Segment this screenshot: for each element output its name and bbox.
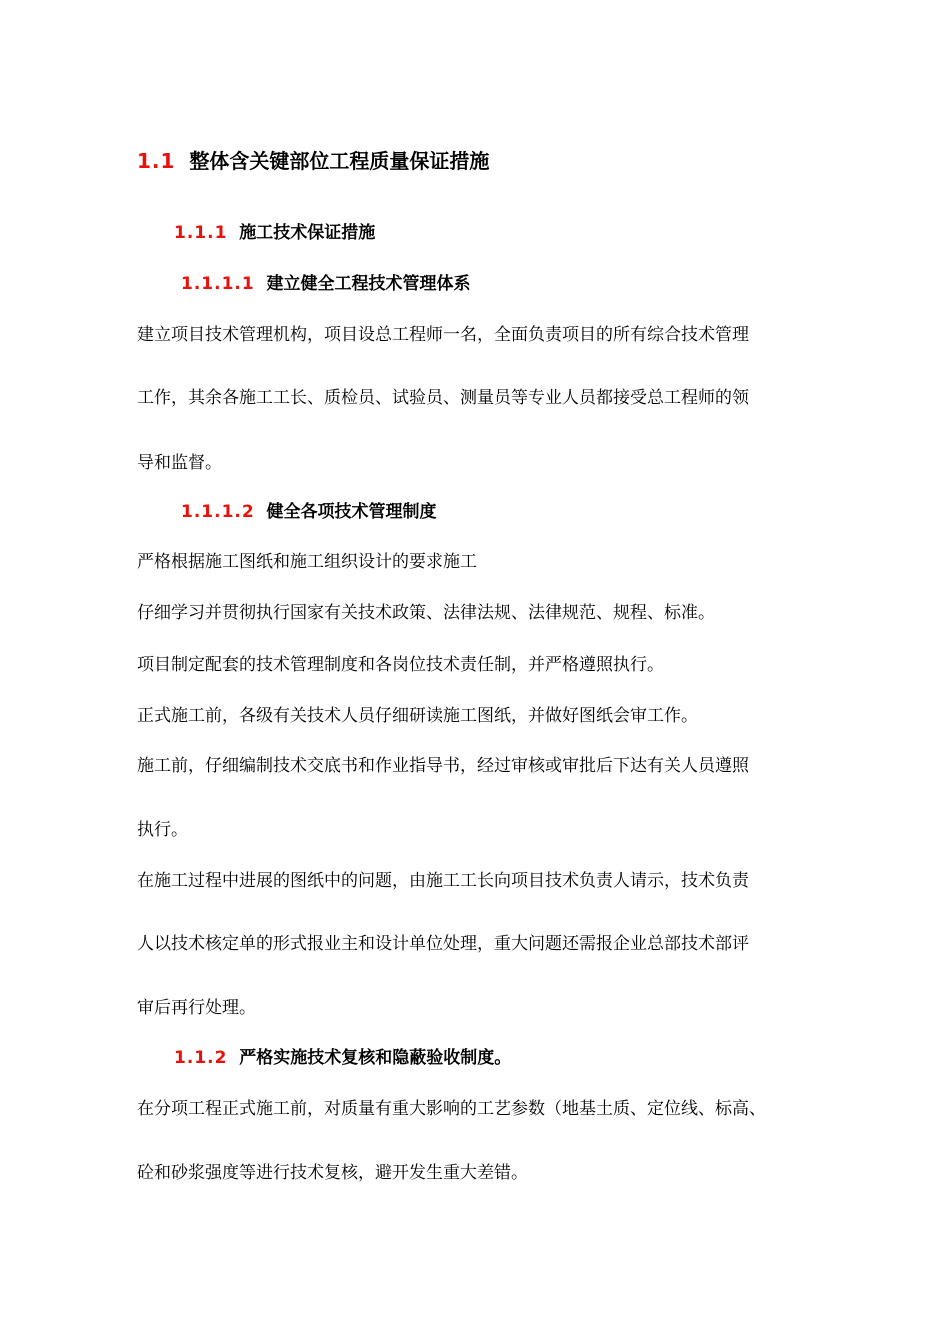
paragraph-line: 在分项工程正式施工前，对质量有重大影响的工艺参数（地基土质、定位线、标高、 <box>137 1099 766 1119</box>
paragraph-line: 执行。 <box>137 820 188 840</box>
paragraph-line: 工作，其余各施工工长、质检员、试验员、测量员等专业人员都接受总工程师的领 <box>137 388 749 408</box>
heading-number: 1.1.1.2 <box>181 502 255 522</box>
heading-number: 1.1 <box>137 149 176 173</box>
section-heading-1-1-1-2 <box>181 497 437 522</box>
heading-title: 健全各项技术管理制度 <box>266 502 437 522</box>
paragraph-line: 在施工过程中进展的图纸中的问题，由施工工长向项目技术负责人请示，技术负责 <box>137 871 749 891</box>
paragraph-line: 施工前，仔细编制技术交底书和作业指导书，经过审核或审批后下达有关人员遵照 <box>137 756 749 776</box>
section-heading-1-1 <box>137 145 489 174</box>
heading-title: 施工技术保证措施 <box>239 223 376 243</box>
heading-number: 1.1.2 <box>174 1048 228 1068</box>
paragraph-line: 正式施工前，各级有关技术人员仔细研读施工图纸，并做好图纸会审工作。 <box>137 706 698 726</box>
paragraph-line: 仔细学习并贯彻执行国家有关技术政策、法律法规、法律规范、规程、标准。 <box>137 603 715 623</box>
heading-title: 建立健全工程技术管理体系 <box>266 274 471 294</box>
heading-number: 1.1.1 <box>174 223 228 243</box>
section-heading-1-1-1 <box>174 218 375 243</box>
heading-title: 整体含关键部位工程质量保证措施 <box>189 149 490 173</box>
paragraph-line: 砼和砂浆强度等进行技术复核，避开发生重大差错。 <box>137 1163 528 1183</box>
heading-number: 1.1.1.1 <box>181 274 255 294</box>
paragraph-line: 审后再行处理。 <box>137 998 256 1018</box>
paragraph-line: 人以技术核定单的形式报业主和设计单位处理，重大问题还需报企业总部技术部评 <box>137 934 749 954</box>
paragraph-line: 建立项目技术管理机构，项目设总工程师一名，全面负责项目的所有综合技术管理 <box>137 325 749 345</box>
section-heading-1-1-1-1 <box>181 269 471 294</box>
paragraph-line: 严格根据施工图纸和施工组织设计的要求施工 <box>137 552 477 572</box>
section-heading-1-1-2 <box>174 1043 511 1068</box>
paragraph-line: 导和监督。 <box>137 453 222 473</box>
heading-title: 严格实施技术复核和隐蔽验收制度。 <box>239 1048 512 1068</box>
paragraph-line: 项目制定配套的技术管理制度和各岗位技术责任制，并严格遵照执行。 <box>137 655 664 675</box>
